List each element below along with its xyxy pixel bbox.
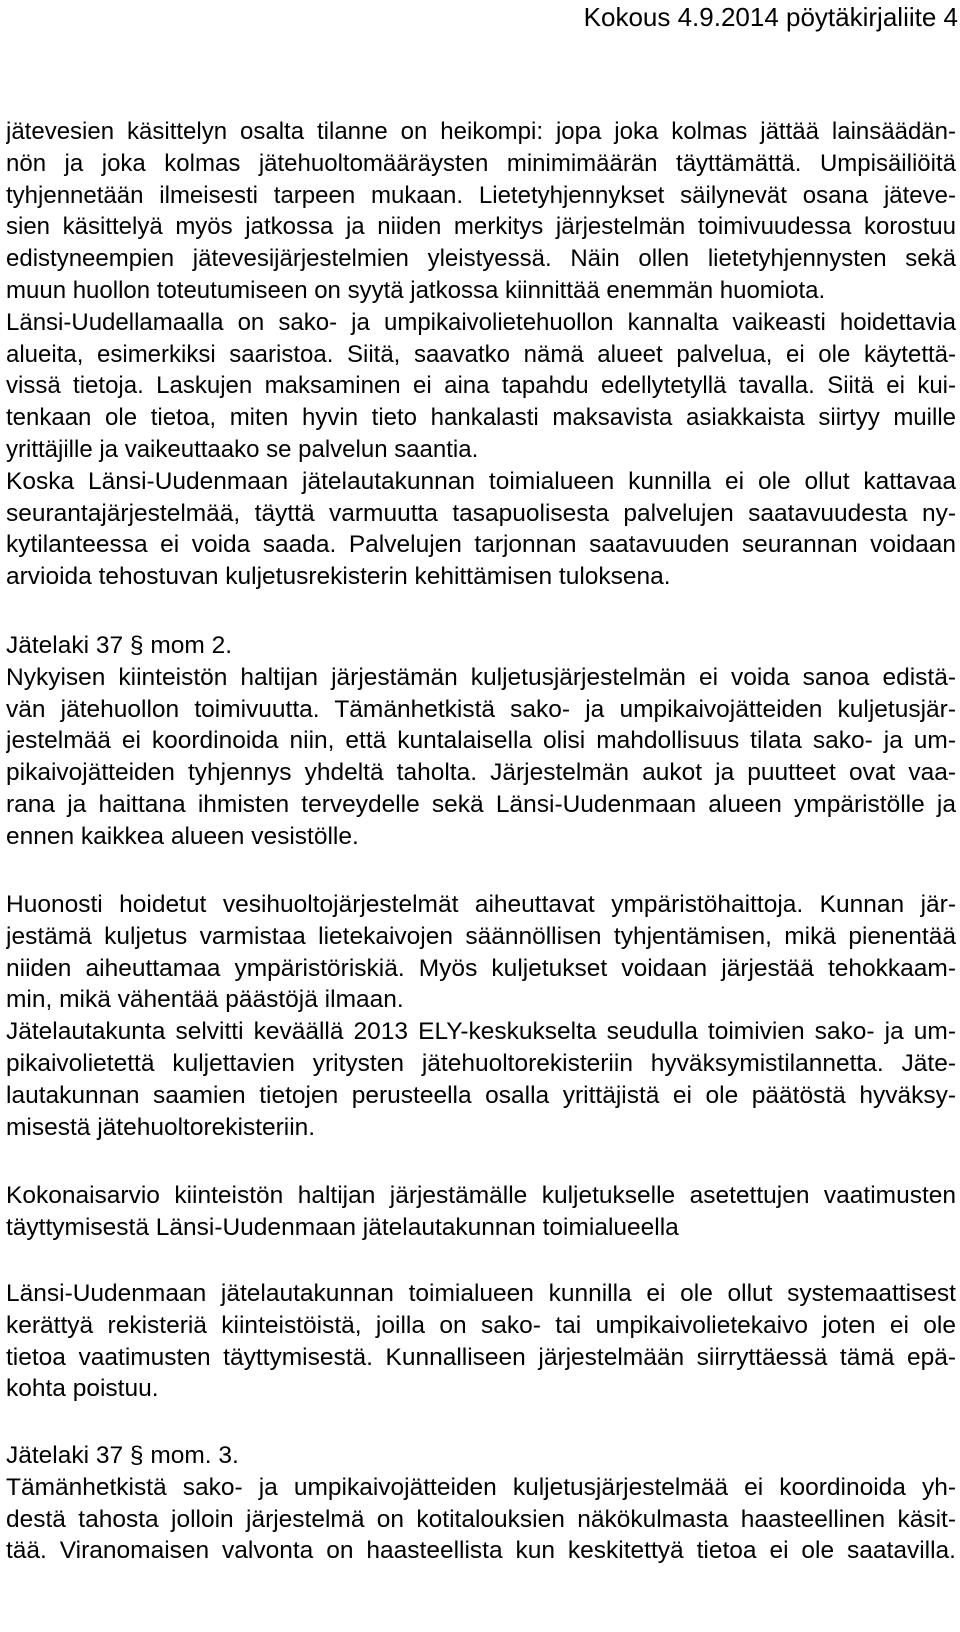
text-line: lautakunnan saamien tietojen perusteella osalla yrittäjistä ei ole päätöstä hyväksy- bbox=[6, 1081, 956, 1109]
paragraph-jatelaki-mom-2 bbox=[6, 630, 956, 853]
text-line: jestelmää ei koordinoida niin, että kuntalaisella olisi mahdollisuus tilata sako- ja um- bbox=[6, 727, 956, 755]
text-line: jätevesien käsittelyn osalta tilanne on heikompi: jopa joka kolmas jättää lainsäädän- bbox=[6, 118, 956, 145]
text-line: kerättyä rekisteriä kiinteistöistä, joilla on sako- tai umpikaivolietekaivo joten ei ole bbox=[6, 1311, 956, 1339]
text-line: vissä tietoja. Laskujen maksaminen ei aina tapahdu edellytetyllä tavalla. Siitä ei kui- bbox=[6, 372, 956, 400]
text-line: yrittäjille ja vaikeuttaako se palvelun saantia. bbox=[6, 435, 479, 463]
text-line: Tämänhetkistä sako- ja umpikaivojätteiden kuljetusjärjestelmää ei koordinoida yh- bbox=[6, 1473, 956, 1501]
text-line: Jätelaki 37 § mom 2. bbox=[6, 632, 233, 659]
text-line: Länsi-Uudenmaan jätelautakunnan toimialueen kunnilla ei ole ollut systemaattisest bbox=[6, 1280, 956, 1307]
paragraph-lansi-uudenmaan bbox=[6, 1278, 956, 1405]
text-line: pikaivolietettä kuljettavien yritysten jätehuoltorekisteriin hyväksymistilannetta. Jäte- bbox=[6, 1049, 956, 1077]
page-header: Kokous 4.9.2014 pöytäkirjaliite 4 bbox=[583, 2, 958, 32]
text-line: destä tahosta jolloin järjestelmä on kotitalouksien näkökulmasta haasteellinen käsit- bbox=[6, 1505, 956, 1533]
text-line: niiden aiheuttamaa ympäristöriskiä. Myös kuljetukset voidaan järjestää tehokkaam- bbox=[6, 954, 956, 982]
text-line: tää. Viranomaisen valvonta on haasteellista kun keskitettyä tietoa ei ole saatavilla. bbox=[6, 1537, 956, 1565]
text-line: Nykyisen kiinteistön haltijan järjestämän kuljetusjärjestelmän ei voida sanoa edistä- bbox=[6, 663, 956, 691]
text-line: Länsi-Uudellamaalla on sako- ja umpikaivolietehuollon kannalta vaikeasti hoidettavia bbox=[6, 308, 956, 336]
text-line: jestämä kuljetus varmistaa lietekaivojen säännöllisen tyhjentämisen, mikä pienentää bbox=[6, 922, 956, 950]
text-line: muun huollon toteutumiseen on syytä jatkossa kiinnittää enemmän huomiota. bbox=[6, 276, 826, 304]
text-line: nön ja joka kolmas jätehuoltomääräysten minimimäärän täyttämättä. Umpisäiliöitä bbox=[6, 149, 956, 177]
text-line: sien käsittelyä myös jatkossa ja niiden merkitys järjestelmän toimivuudessa korostuu bbox=[6, 213, 956, 241]
text-line: tietoa vaatimusten täyttymisestä. Kunnalliseen järjestelmään siirryttäessä tämä epä- bbox=[6, 1343, 956, 1371]
text-line: edistyneempien jätevesijärjestelmien yleistyessä. Näin ollen lietetyhjennysten sekä bbox=[6, 245, 956, 273]
paragraph-jatevesien bbox=[6, 116, 956, 593]
text-line: pikaivojätteiden tyhjennys yhdeltä taholta. Järjestelmän aukot ja puutteet ovat vaa- bbox=[6, 759, 956, 787]
paragraph-huonosti-hoidetut bbox=[6, 889, 956, 1143]
text-line: Huonosti hoidetut vesihuoltojärjestelmät aiheuttavat ympäristöhaittoja. Kunnan jär- bbox=[6, 891, 956, 918]
text-line: ennen kaikkea alueen vesistölle. bbox=[6, 822, 359, 850]
text-line: tenkaan ole tietoa, miten hyvin tieto hankalasti maksavista asiakkaista siirtyy muille bbox=[6, 404, 956, 432]
text-line: arvioida tehostuvan kuljetusrekisterin kehittämisen tuloksena. bbox=[6, 563, 671, 591]
text-line: vän jätehuollon toimivuutta. Tämänhetkistä sako- ja umpikaivojätteiden kuljetusjär- bbox=[6, 695, 956, 723]
text-line: kytilanteessa ei voida saada. Palvelujen tarjonnan saatavuuden seurannan voidaan bbox=[6, 531, 956, 559]
text-line: alueita, esimerkiksi saaristoa. Siitä, saavatko nämä alueet palvelua, ei ole käytettä- bbox=[6, 340, 956, 368]
text-line: misestä jätehuoltorekisteriin. bbox=[6, 1113, 316, 1141]
text-line: täyttymisestä Länsi-Uudenmaan jätelautakunnan toimialueella bbox=[6, 1213, 679, 1241]
text-line: Jätelaki 37 § mom. 3. bbox=[6, 1442, 239, 1469]
text-line: rana ja haittana ihmisten terveydelle sekä Länsi-Uudenmaan alueen ympäristölle ja bbox=[6, 790, 956, 818]
paragraph-kokonaisarvio bbox=[6, 1180, 956, 1244]
paragraph-jatelaki-mom-3 bbox=[6, 1440, 956, 1567]
text-line: Koska Länsi-Uudenmaan jätelautakunnan toimialueen kunnilla ei ole ollut kattavaa bbox=[6, 467, 956, 495]
text-line: min, mikä vähentää päästöjä ilmaan. bbox=[6, 986, 404, 1014]
text-line: kohta poistuu. bbox=[6, 1375, 159, 1403]
text-line: Kokonaisarvio kiinteistön haltijan järjestämälle kuljetukselle asetettujen vaatimusten bbox=[6, 1182, 956, 1209]
text-line: tyhjennetään ilmeisesti tarpeen mukaan. Lietetyhjennykset säilynevät osana jäteve- bbox=[6, 181, 956, 209]
text-line: seurantajärjestelmää, täyttä varmuutta tasapuolisesta palvelujen saatavuudesta ny- bbox=[6, 499, 956, 527]
text-line: Jätelautakunta selvitti keväällä 2013 ELY-keskukselta seudulla toimivien sako- ja um- bbox=[6, 1018, 956, 1046]
